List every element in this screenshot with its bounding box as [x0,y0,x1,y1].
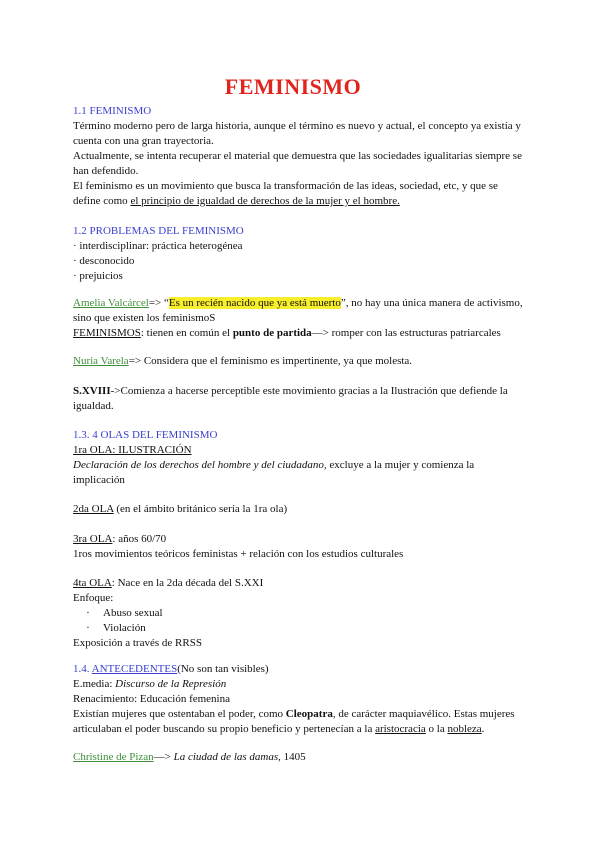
text-line [73,296,533,311]
bold-term: S.XVIII [73,385,111,397]
section-heading [73,662,533,677]
list-item-text: Abuso sexual [103,607,163,619]
text-line [73,458,533,473]
text-span: . [481,723,485,735]
text-span: ->Comienza a hacerse perceptible este movimiento gracias a la Ilustración que defiende la [110,385,508,397]
text-span: , de carácter maquiavélico. Estas mujeres [332,708,515,720]
definition-underlined: el principio de igualdad de derechos de la mujer y el hombre. [130,195,400,207]
text-line [73,502,533,517]
list-item-text: Violación [103,622,146,634]
text-span: E.media: [73,678,116,690]
highlighted-quote: Es un recién nacido que ya está muerto [168,297,341,309]
ola2-paragraph [73,502,533,517]
text-span: Existían mujeres que ostentaban el poder, como [73,708,286,720]
bold-term: Cleopatra [285,708,333,720]
text-line [73,707,533,722]
nuria-paragraph [73,354,533,369]
heading-number: 1.4. [73,663,92,675]
sxviii-paragraph [73,384,533,414]
heading-rest: (No son tan visibles) [177,663,269,675]
section-heading: 1.1 FEMINISMO [73,105,152,117]
underlined-term: aristocracia [375,723,426,735]
text-span: : años 60/70 [112,533,167,545]
amelia-paragraph [73,296,533,341]
text-line [73,576,533,591]
heading-underlined: ANTECEDENTES [91,663,178,675]
text-span: ”, no hay una única manera de activismo, [340,297,523,309]
bullet-mark: · [86,607,90,619]
ola-label: 1ra OLA: ILUSTRACIÓN [73,444,192,456]
text-line: Enfoque: [73,592,114,604]
text-line [73,677,533,692]
term-label: FEMINISMOS [73,327,141,339]
text-line [73,532,533,547]
text-line: Actualmente, se intenta recuperar el material que demuestra que las sociedades igualitarias siempre se [73,150,522,162]
ola-label: 4ta OLA [73,577,112,589]
author-name: Nuria Varela [73,355,129,367]
text-span: —> romper con las estructuras patriarcales [311,327,501,339]
text-span: (en el ámbito británico sería la 1ra ola) [113,503,288,515]
list-item: · desconocido [73,255,135,267]
text-line: sino que existen los feminismoS [73,312,216,324]
text-line: El feminismo es un movimiento que busca la transformación de las ideas, sociedad, etc, y que se [73,180,498,192]
text-line: Renacimiento: Educación femenina [73,693,230,705]
section-heading: 1.3. 4 OLAS DEL FEMINISMO [73,429,218,441]
ola-label: 2da OLA [73,503,114,515]
text-span: , 1405 [278,751,306,763]
page-title: FEMINISMO [224,74,362,99]
italic-title: La ciudad de las damas [173,751,279,763]
text-span: excluye a la mujer y comienza la [326,459,475,471]
list-item: · interdisciplinar: práctica heterogénea [73,240,243,252]
ola3-paragraph [73,532,533,562]
text-line [73,384,533,399]
text-span: : tienen en común el [140,327,233,339]
section-antecedentes [73,662,533,737]
text-line: implicación [73,474,125,486]
list-item [73,621,533,636]
bold-term: punto de partida [232,327,312,339]
text-line: igualdad. [73,400,114,412]
italic-title: Declaración de los derechos del hombre y del ciudadano, [73,459,327,471]
text-line [73,326,533,341]
text-span: => “ [148,297,169,309]
section-problemas [73,224,533,284]
text-line: Término moderno pero de larga historia, aunque el término es nuevo y actual, el concepto ya existía y [73,120,521,132]
section-olas [73,428,533,488]
text-line [73,194,533,209]
text-span: define como [73,195,131,207]
italic-title: Discurso de la Represión [115,678,227,690]
text-line [73,354,533,369]
text-span: —> [153,751,174,763]
author-name: Christine de Pizan [73,751,154,763]
text-line: han defendido. [73,165,139,177]
text-line: Exposición a través de RRSS [73,637,202,649]
bullet-mark: · [86,622,90,634]
text-span: o la [425,723,448,735]
text-line: cuenta con una gran trayectoria. [73,135,214,147]
text-line [73,750,533,765]
section-feminismo [73,104,533,209]
christine-paragraph [73,750,533,765]
text-line: 1ros movimientos teóricos feministas + relación con los estudios culturales [73,548,404,560]
ola-label: 3ra OLA [73,533,113,545]
section-heading: 1.2 PROBLEMAS DEL FEMINISMO [73,225,244,237]
text-line [73,722,533,737]
list-item: · prejuicios [73,270,123,282]
author-name: Amelia Valcárcel [73,297,149,309]
underlined-term: nobleza [447,723,482,735]
ola4-paragraph [73,576,533,651]
text-span: articulaban el poder buscando su propio beneficio y pertenecían a la [73,723,376,735]
text-span: => Considera que el feminismo es impertinente, ya que molesta. [128,355,413,367]
list-item [73,606,533,621]
text-span: : Nace en la 2da década del S.XXI [111,577,264,589]
